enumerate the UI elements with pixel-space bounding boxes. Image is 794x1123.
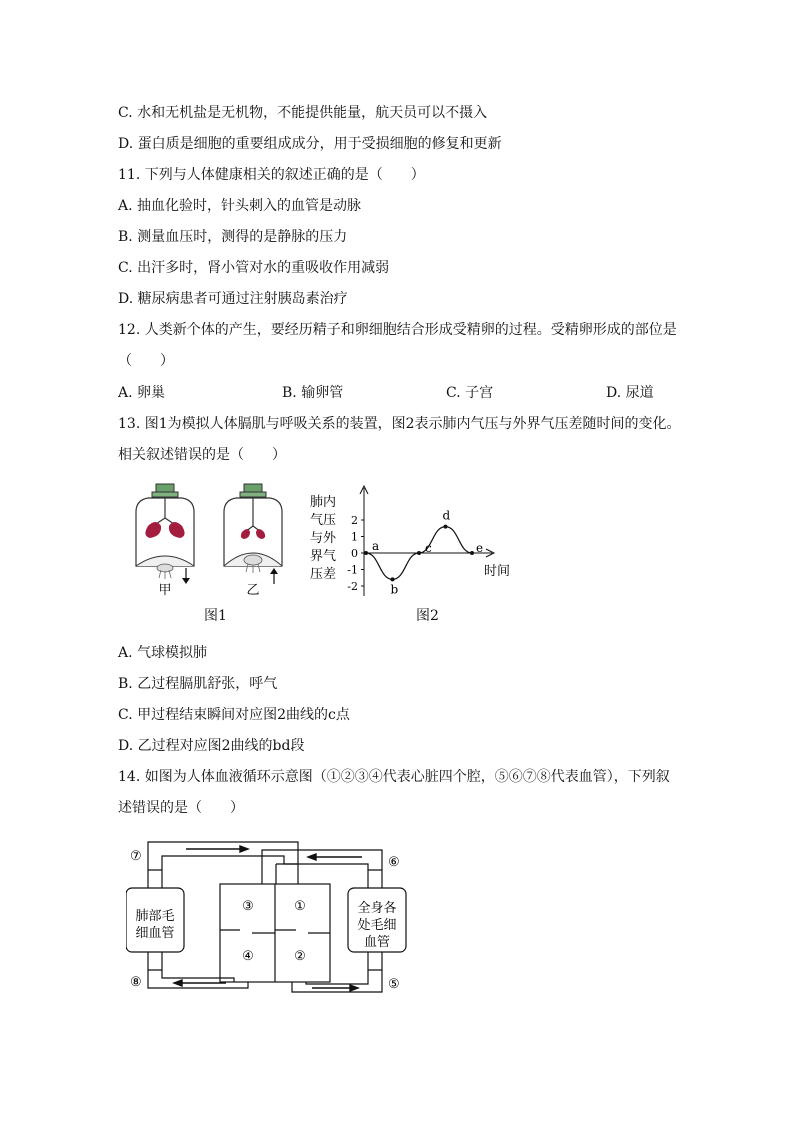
curve-point-label-b: b — [390, 582, 399, 597]
q13-option-b: B. 乙过程膈肌舒张，呼气 — [118, 676, 278, 692]
q12-option-d: D. 尿道 — [606, 385, 654, 401]
lung-balloon-right — [256, 529, 265, 539]
figure2-caption: 图2 — [416, 608, 439, 624]
figure1-caption: 图1 — [204, 608, 227, 624]
q13-stem-line1: 13. 图1为模拟人体膈肌与呼吸关系的装置，图2表示肺内气压与外界气压差随时间的变化。 — [118, 416, 681, 432]
y-tick-label: -1 — [347, 563, 358, 577]
ylabel-line-2: 气压 — [310, 513, 337, 528]
vessel-label-7: ⑦ — [130, 849, 142, 864]
q14-stem-line2: 述错误的是（ ） — [118, 800, 244, 816]
vessel-label-8: ⑧ — [130, 975, 142, 990]
systemic-vessel-top — [262, 850, 382, 870]
q10-option-d: D. 蛋白质是细胞的重要组成成分，用于受损细胞的修复和更新 — [118, 136, 502, 152]
figure1-bell-jars — [128, 482, 308, 597]
q14-stem-line1: 14. 如图为人体血液循环示意图（①②③④代表心脏四个腔，⑤⑥⑦⑧代表血管），下列叙 — [118, 769, 670, 785]
curve-point-b — [391, 577, 395, 581]
y-tick-label: 1 — [351, 530, 358, 544]
chamber-label-1: ① — [294, 899, 306, 914]
figure3-circulation-diagram — [126, 840, 416, 1000]
flow-arrows — [174, 846, 362, 991]
pulmonary-vessel-bottom — [148, 970, 248, 988]
vessel-label-5: ⑤ — [388, 977, 400, 992]
body-label-line-1: 全身各 — [357, 901, 397, 916]
q12-option-c: C. 子宫 — [446, 385, 494, 401]
lung-label-line-1: 肺部毛 — [135, 909, 175, 924]
chamber-label-4: ④ — [242, 949, 254, 964]
figure2-pressure-chart — [308, 484, 518, 604]
bell-jar-right — [224, 484, 282, 584]
bell-jar-left — [136, 484, 194, 584]
curve-point-label-a: a — [372, 539, 380, 553]
y-ticks — [347, 514, 364, 593]
q11-option-d: D. 糖尿病患者可通过注射胰岛素治疗 — [118, 291, 348, 307]
q11-stem: 11. 下列与人体健康相关的叙述正确的是（ ） — [118, 167, 425, 183]
lung-balloon-left — [241, 529, 250, 539]
q11-option-c: C. 出汗多时，肾小管对水的重吸收作用减弱 — [118, 260, 390, 276]
ylabel-line-3: 与外 — [310, 531, 337, 546]
curve-point-c — [417, 551, 421, 555]
y-tick-label: -2 — [347, 580, 358, 593]
q12-option-b: B. 输卵管 — [282, 385, 344, 401]
q10-option-c: C. 水和无机盐是无机物，不能提供能量，航天员可以不摄入 — [118, 105, 488, 121]
y-tick-label: 2 — [351, 514, 358, 527]
lung-label-line-2: 细血管 — [135, 926, 175, 941]
q11-option-b: B. 测量血压时，测得的是静脉的压力 — [118, 229, 348, 245]
q13-stem-line2: 相关叙述错误的是（ ） — [118, 447, 286, 463]
figure2-ylabel — [310, 494, 337, 582]
q12-option-a: A. 卵巢 — [118, 385, 166, 401]
curve-point-d — [444, 525, 448, 529]
q13-option-d: D. 乙过程对应图2曲线的bd段 — [118, 738, 305, 754]
ylabel-line-5: 压差 — [310, 567, 337, 582]
jar-left-label: 甲 — [158, 583, 172, 597]
curve-point-a — [364, 551, 368, 555]
ylabel-line-4: 界气 — [310, 549, 337, 564]
curve-point-e — [470, 551, 474, 555]
lung-balloon-left — [145, 522, 161, 538]
chamber-label-3: ③ — [242, 899, 254, 914]
ylabel-line-1: 肺内 — [310, 495, 337, 510]
x-axis-label: 时间 — [484, 564, 511, 579]
jar-right-label: 乙 — [246, 583, 260, 597]
chamber-label-2: ② — [294, 949, 306, 964]
q12-stem-line2: （ ） — [118, 353, 174, 369]
curve-point-label-d: d — [442, 508, 451, 523]
vessel-label-6: ⑥ — [388, 855, 400, 870]
curve-point-label-e: e — [476, 541, 484, 555]
q13-option-c: C. 甲过程结束瞬间对应图2曲线的c点 — [118, 707, 350, 723]
body-label-line-2: 处毛细 — [357, 918, 397, 933]
q13-option-a: A. 气球模拟肺 — [118, 645, 208, 661]
q12-stem-line1: 12. 人类新个体的产生，要经历精子和卵细胞结合形成受精卵的过程。受精卵形成的部位是 — [118, 322, 677, 338]
y-tick-label: 0 — [351, 547, 358, 560]
lung-balloon-right — [169, 522, 185, 538]
body-label-line-3: 血管 — [363, 935, 391, 950]
curve-point-label-c: c — [425, 541, 432, 555]
q11-option-a: A. 抽血化验时，针头刺入的血管是动脉 — [118, 198, 362, 214]
